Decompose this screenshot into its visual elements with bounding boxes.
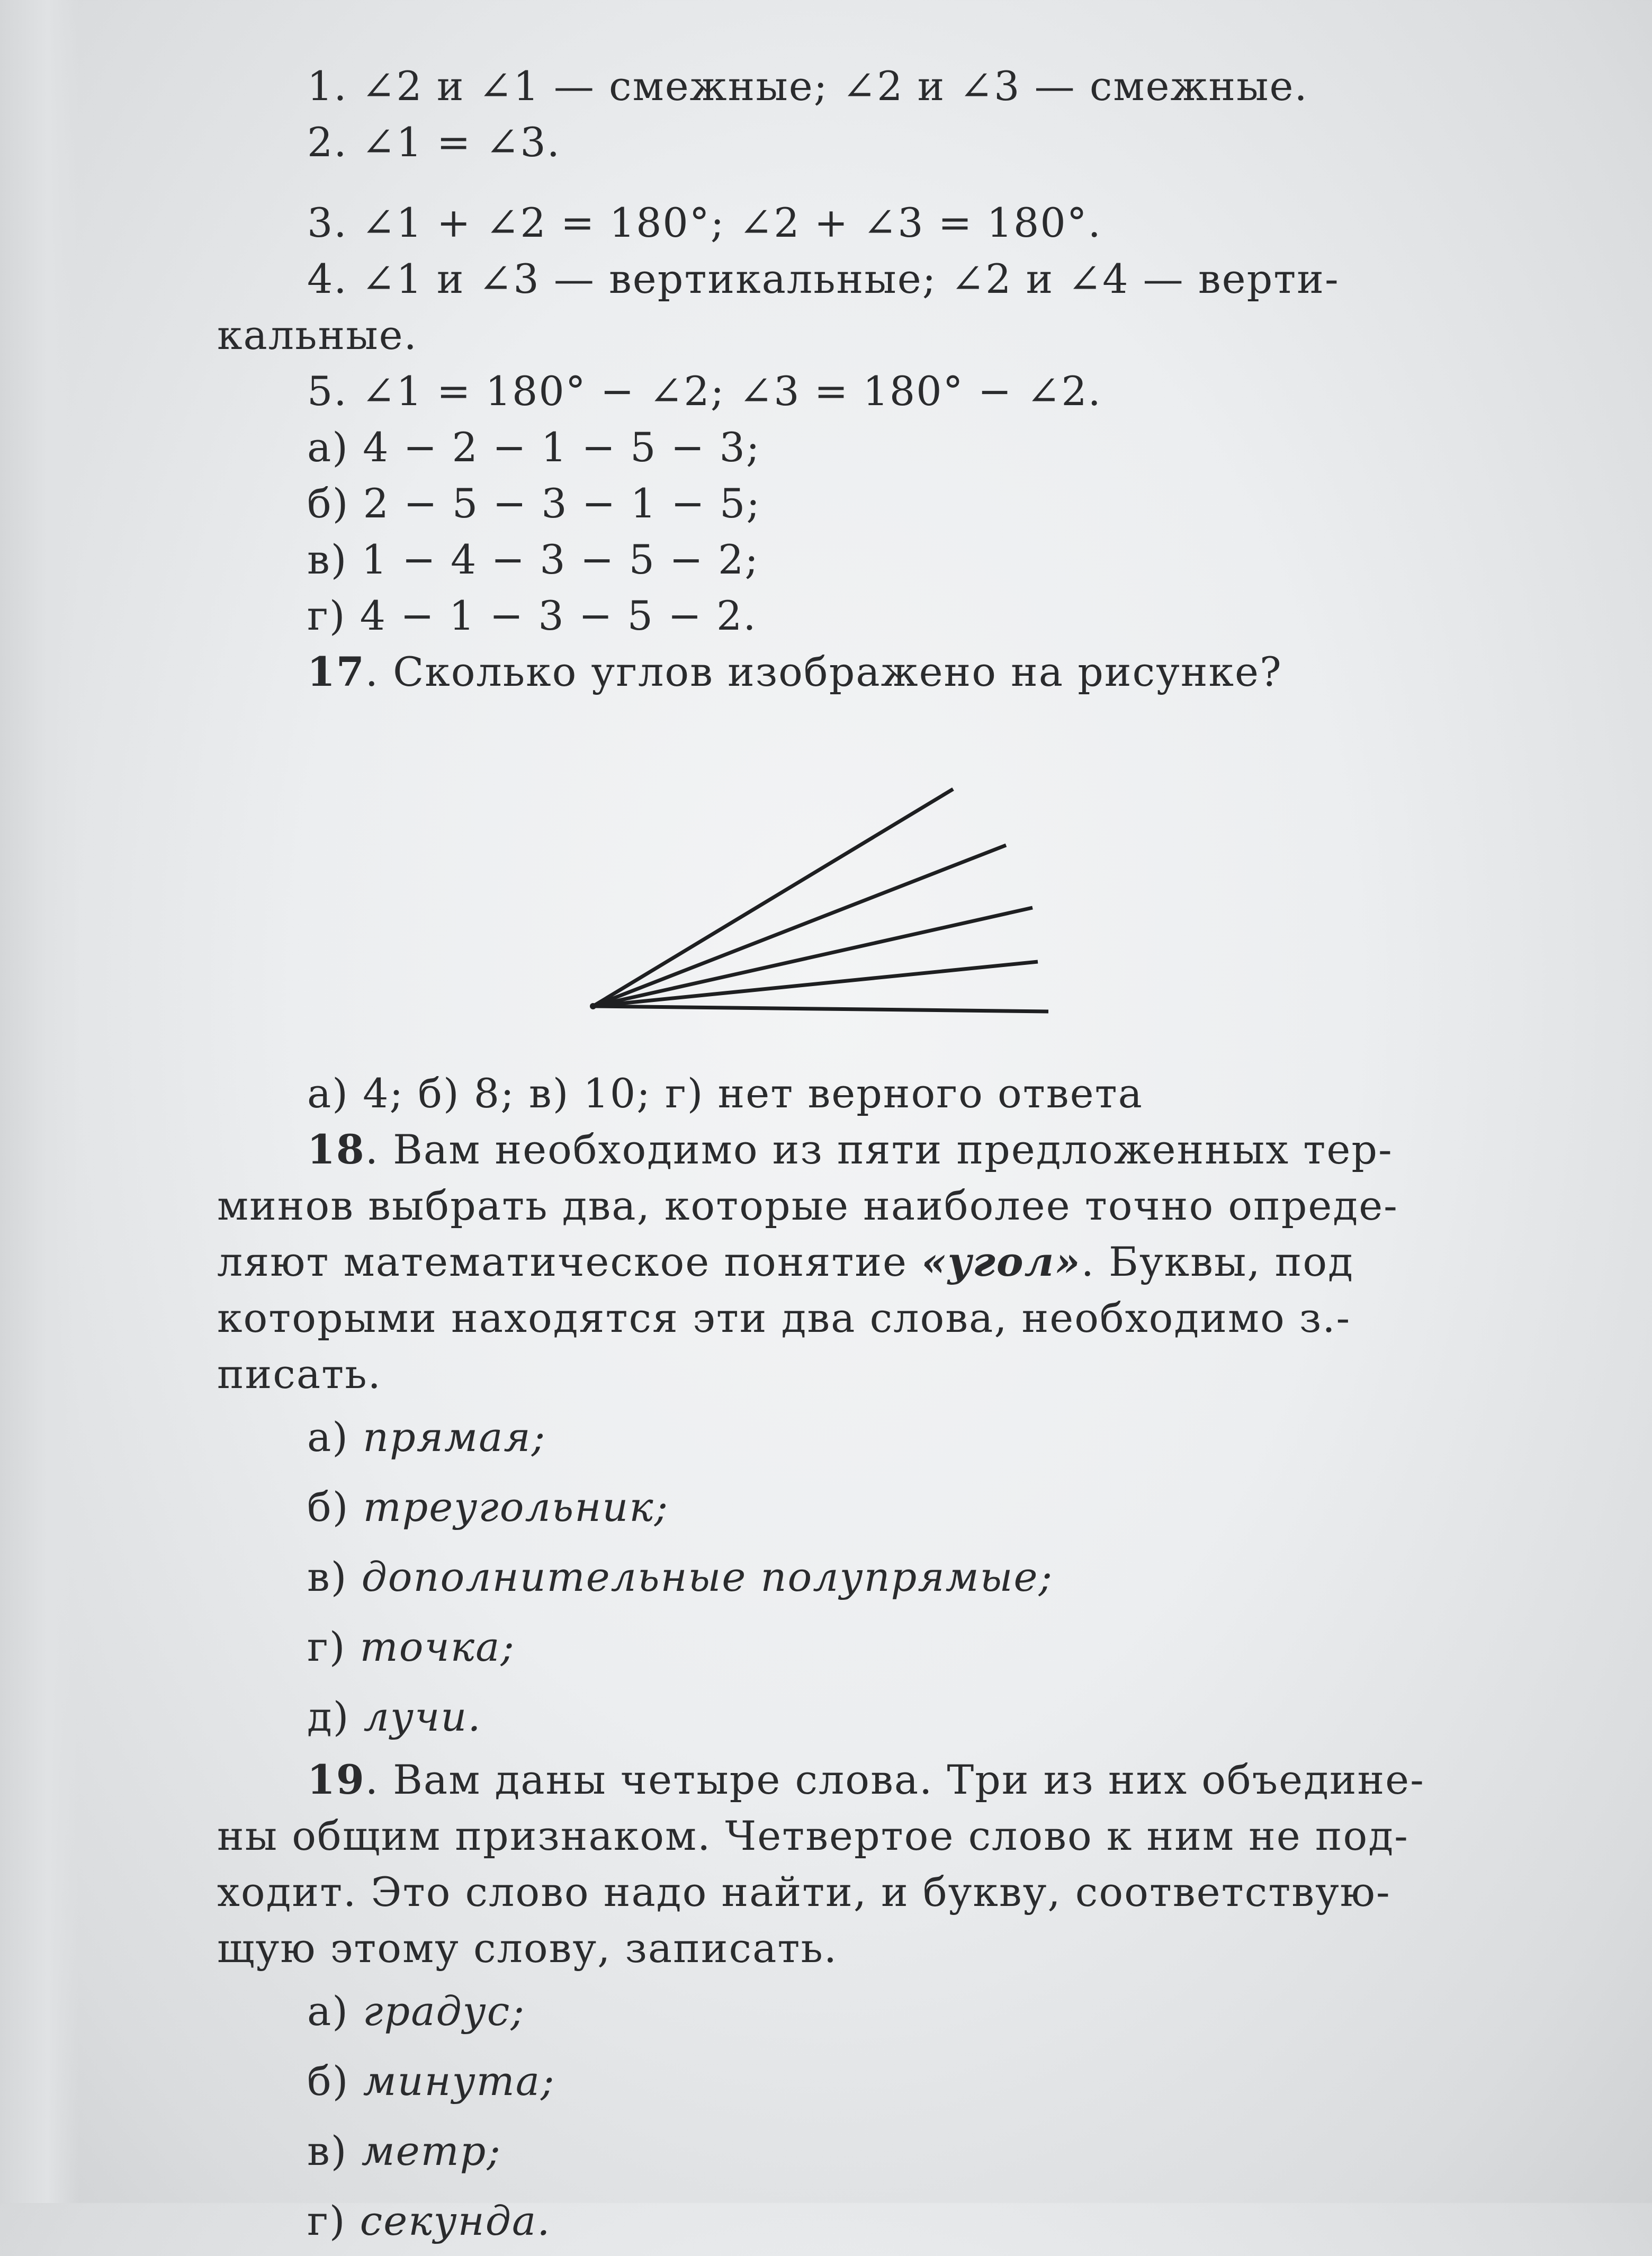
ray-vertex <box>590 1003 596 1009</box>
question-19-line-3: ходит. Это слово надо найти, и букву, соответствую- <box>217 1868 1391 1915</box>
word-option-d-word: секунда. <box>360 2197 551 2244</box>
term-option-d-letter: г) <box>307 1623 346 1670</box>
term-option-e-word: лучи. <box>363 1693 482 1740</box>
term-option-a-letter: а) <box>307 1413 349 1461</box>
question-19-text-1: . Вам даны четыре слова. Три из них объедине- <box>365 1756 1425 1803</box>
ray-5 <box>593 1006 1048 1011</box>
ray-1 <box>593 789 953 1006</box>
question-18-text-3b: . Буквы, под <box>1081 1238 1354 1285</box>
word-option-d <box>228 2186 1461 2256</box>
word-option-a <box>228 1976 1461 2046</box>
term-option-c <box>228 1542 1461 1612</box>
question-18-line-3 <box>217 1234 1461 1290</box>
question-17 <box>228 644 1461 700</box>
word-option-c <box>228 2116 1461 2186</box>
question-17-text: . Сколько углов изображено на рисунке? <box>365 648 1282 695</box>
answer-line-1: 1. ∠2 и ∠1 — смежные; ∠2 и ∠3 — смежные. <box>307 62 1308 110</box>
word-option-c-letter: в) <box>307 2127 348 2174</box>
term-option-a-word: прямая; <box>363 1413 546 1461</box>
term-option-c-letter: в) <box>307 1553 348 1600</box>
ray-4 <box>593 962 1038 1006</box>
answer-line-5: 5. ∠1 = 180° − ∠2; ∠3 = 180° − ∠2. <box>307 368 1102 415</box>
word-option-d-letter: г) <box>307 2197 346 2244</box>
term-option-b <box>228 1472 1461 1542</box>
page-edge-shadow <box>0 0 79 2203</box>
term-option-b-letter: б) <box>307 1483 349 1530</box>
sequence-option-c: в) 1 − 4 − 3 − 5 − 2; <box>307 536 759 583</box>
term-option-c-word: дополнительные полупрямые; <box>361 1553 1054 1600</box>
question-19-line-1 <box>228 1752 1461 1808</box>
word-option-b <box>228 2046 1461 2116</box>
word-option-b-letter: б) <box>307 2057 349 2105</box>
question-17-answers: а) 4; б) 8; в) 10; г) нет верного ответа <box>307 1070 1143 1117</box>
rays-figure <box>228 700 1461 1066</box>
question-19-line-4: щую этому слову, записать. <box>217 1924 838 1972</box>
term-option-e-letter: д) <box>307 1693 350 1740</box>
term-option-b-word: треугольник; <box>363 1483 669 1530</box>
question-18-line-5: писать. <box>217 1350 382 1398</box>
term-option-e <box>228 1682 1461 1752</box>
question-19-line-2: ны общим признаком. Четвертое слово к ним не под- <box>217 1812 1409 1859</box>
term-option-d-word: точка; <box>360 1623 516 1670</box>
question-19-number: 19 <box>307 1756 365 1803</box>
term-angle: «угол» <box>921 1238 1081 1285</box>
question-18-line-2: минов выбрать два, которые наиболее точно опреде- <box>217 1182 1398 1229</box>
answer-line-3: 3. ∠1 + ∠2 = 180°; ∠2 + ∠3 = 180°. <box>307 199 1102 246</box>
question-18-text-1: . Вам необходимо из пяти предложенных тер- <box>365 1126 1393 1173</box>
question-18-number: 18 <box>307 1126 365 1173</box>
question-18-line-4: которыми находятся эти два слова, необходимо з.- <box>217 1294 1351 1341</box>
rays-diagram <box>228 700 1461 1066</box>
answer-line-4: 4. ∠1 и ∠3 — вертикальные; ∠2 и ∠4 — верти- <box>307 255 1340 302</box>
answer-line-2: 2. ∠1 = ∠3. <box>307 119 561 166</box>
question-18-line-1 <box>228 1122 1461 1178</box>
sequence-option-b: б) 2 − 5 − 3 − 1 − 5; <box>307 480 761 527</box>
word-option-a-word: градус; <box>363 1988 525 2035</box>
word-option-a-letter: а) <box>307 1988 349 2035</box>
term-option-d <box>228 1612 1461 1682</box>
sequence-option-d: г) 4 − 1 − 3 − 5 − 2. <box>307 592 757 639</box>
question-17-number: 17 <box>307 648 365 695</box>
question-18-text-3a: ляют математическое понятие <box>217 1238 922 1285</box>
word-option-b-word: минута; <box>363 2057 555 2105</box>
sequence-option-a: а) 4 − 2 − 1 − 5 − 3; <box>307 424 761 471</box>
page-content <box>217 58 1461 2256</box>
term-option-a <box>228 1402 1461 1472</box>
answer-line-4-cont: кальные. <box>217 311 418 359</box>
word-option-c-word: метр; <box>361 2127 501 2174</box>
